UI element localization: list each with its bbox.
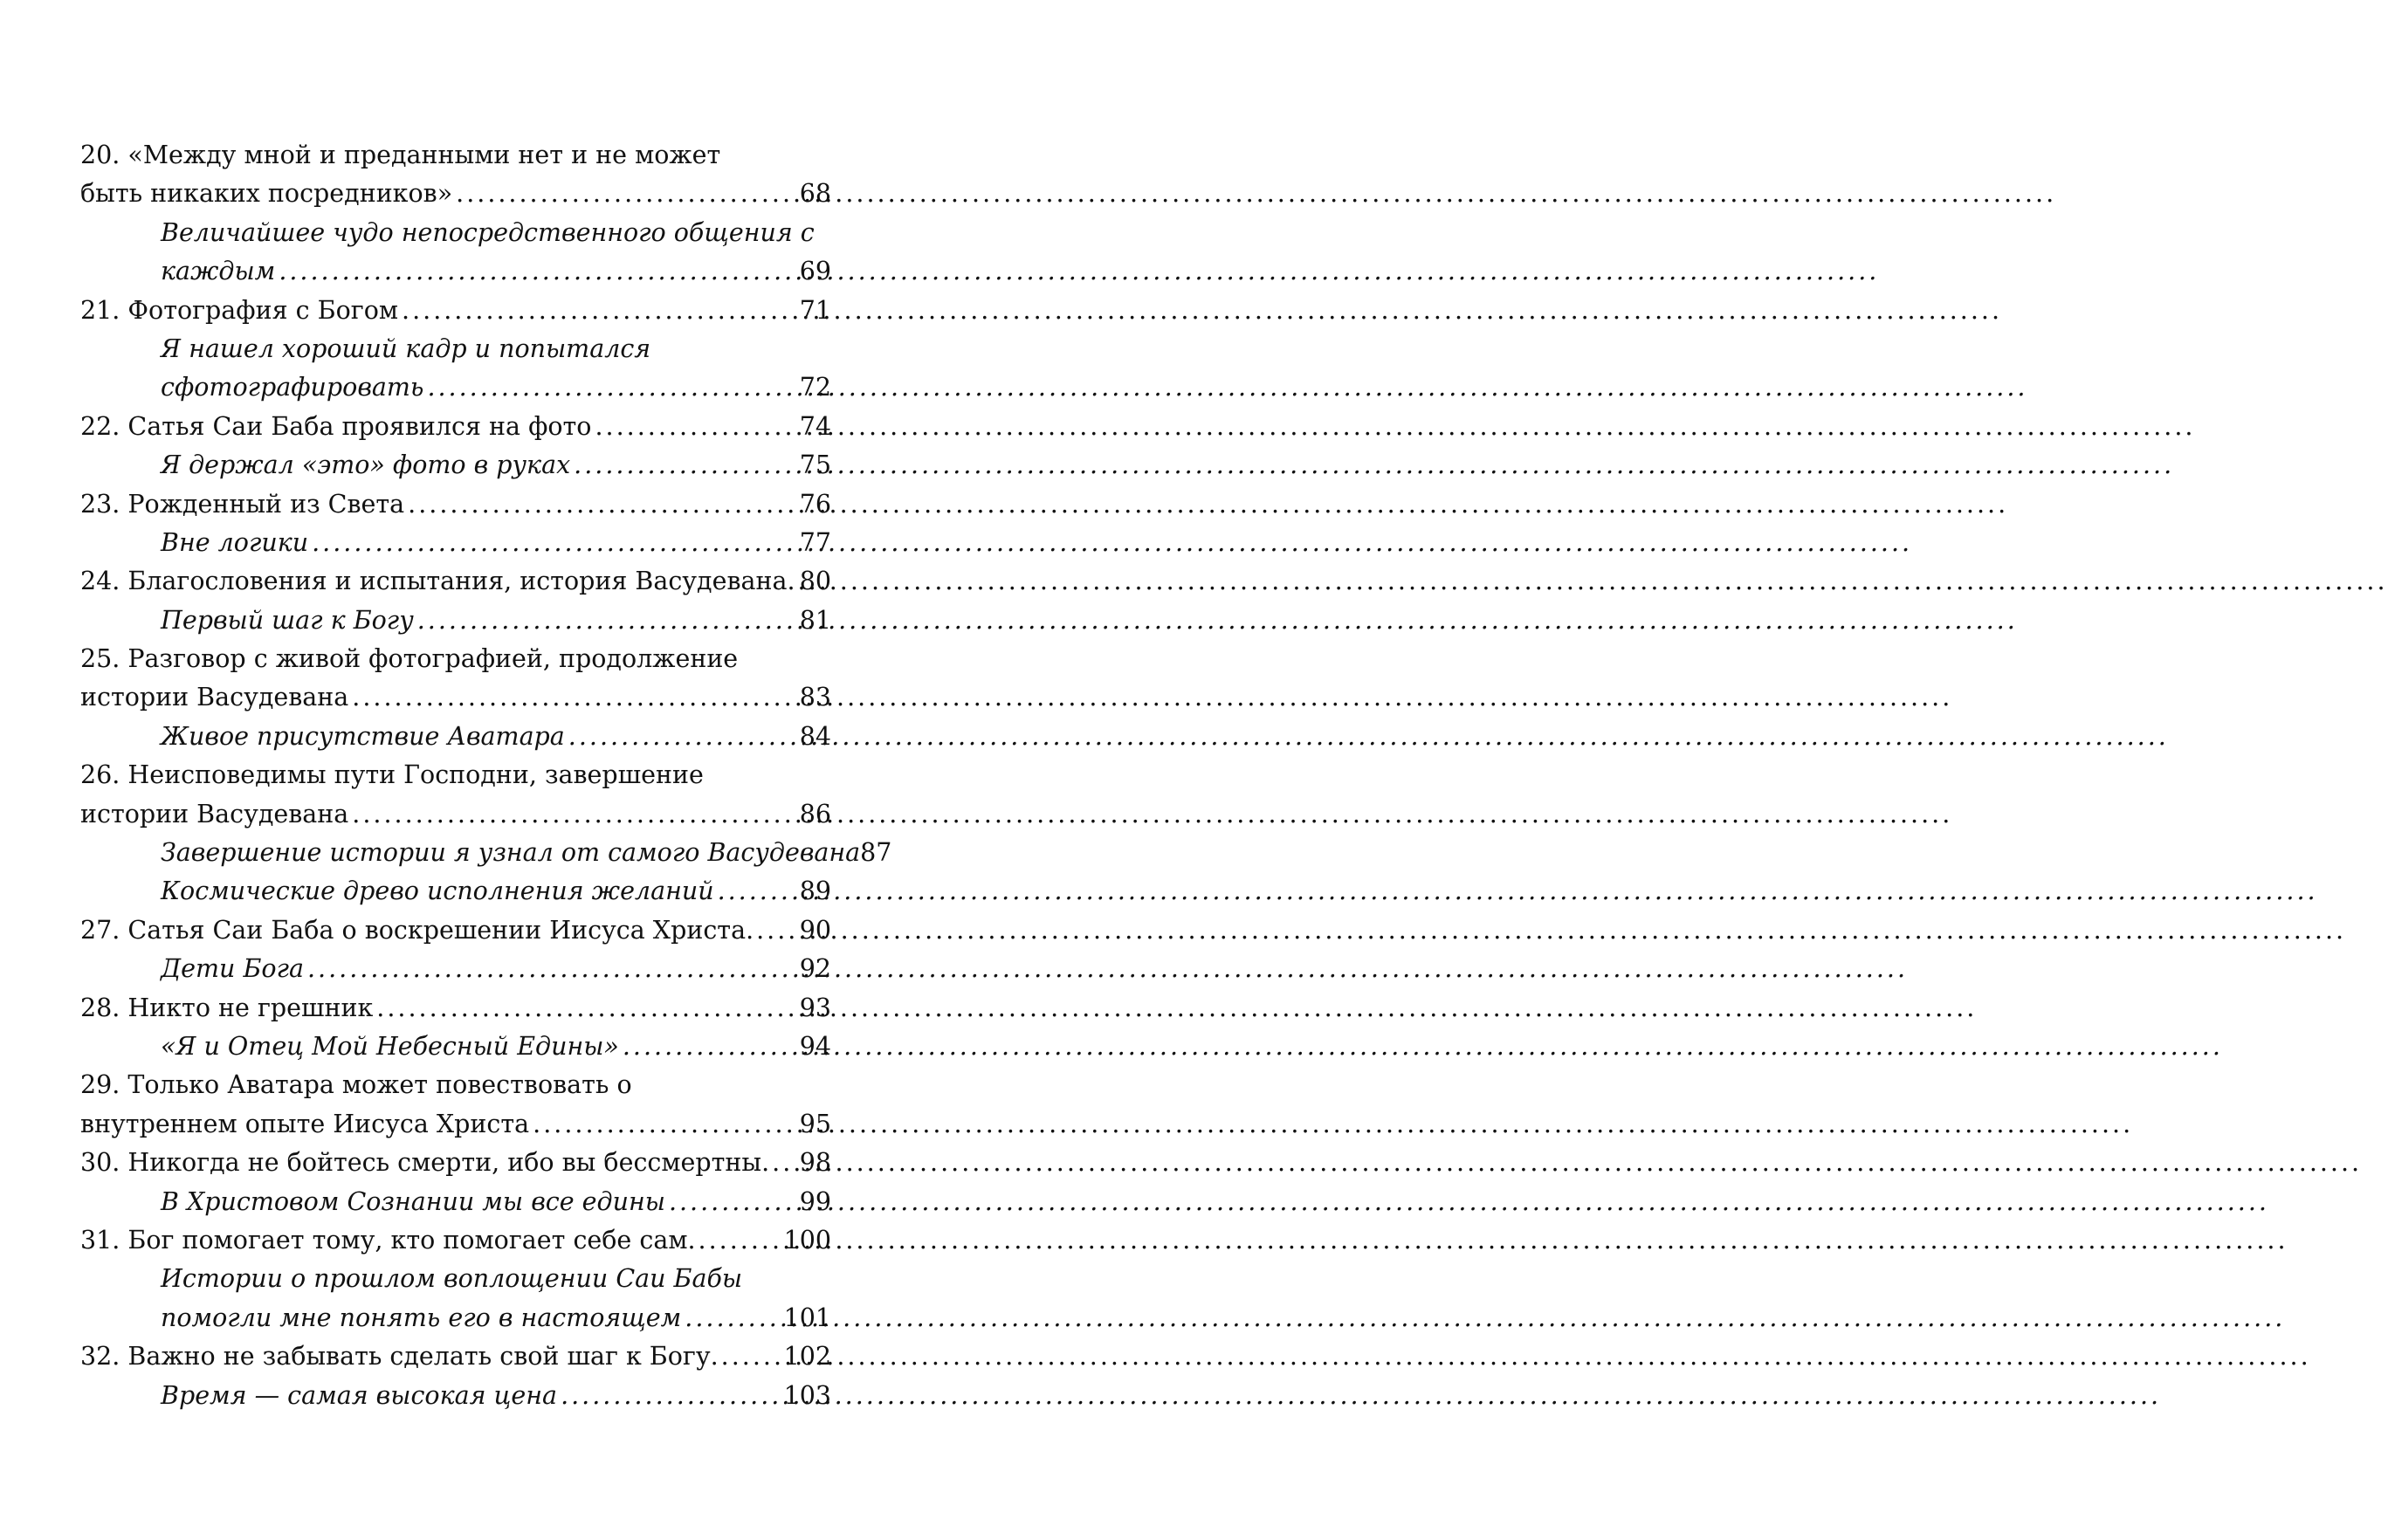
toc-entry-title: 21. Фотография с Богом [80,295,399,325]
toc-subentry-title: Живое присутствие Аватара [161,721,565,751]
toc-subentry-title: В Христовом Сознании мы все едины [161,1186,665,1216]
toc-subentry [80,950,831,988]
dot-leader [746,911,800,950]
dot-leader [711,1337,784,1376]
toc-entry [80,1105,831,1144]
dot-leader [561,1377,781,1415]
toc-entry [80,1337,831,1376]
toc-subentry-title: Я держал «это» фото в руках [161,450,571,480]
toc-entry [80,485,831,524]
toc-subentry-title: Величайшее чудо непосредственного общения с [161,217,815,247]
toc-entry-title: истории Васудевана [80,799,349,828]
toc-subentry [80,1299,831,1337]
toc-entry [80,562,831,601]
dot-leader [352,678,795,717]
toc-entry-page: 68 [799,179,831,209]
toc-subentry-title: Космические древо исполнения желаний [161,877,714,906]
toc-entry [80,136,831,175]
toc-entry-title: 25. Разговор с живой фотографией, продолжение [80,644,739,674]
toc-entry-title: 30. Никогда не бойтесь смерти, ибо вы бессмертны [80,1148,762,1178]
toc-entry [80,795,831,834]
toc-subentry [80,834,892,872]
toc-entry-title: 29. Только Аватара может повествовать о [80,1070,632,1100]
toc-subentry-title: Вне логики [161,527,309,557]
dot-leader [533,1105,796,1144]
toc-entry-page: 90 [799,915,831,945]
toc-subentry-title: «Я и Отец Мой Небесный Едины» [161,1031,619,1061]
toc-subentry [80,872,831,911]
toc-entry-title: 24. Благословения и испытания, история Васудевана [80,567,788,596]
toc-subentry [80,718,831,756]
dot-leader [456,175,796,213]
toc-subentry-page: 101 [783,1303,831,1332]
dot-leader [718,872,796,911]
dot-leader [376,989,795,1028]
toc-entry-page: 102 [783,1342,831,1372]
toc-subentry [80,214,831,252]
dot-leader [408,485,796,524]
toc-subentry-page: 75 [799,450,831,480]
toc-entry [80,756,831,794]
dot-leader [623,1028,796,1066]
toc-subentry-page: 77 [799,527,831,557]
toc-subentry-page: 94 [799,1031,831,1061]
dot-leader [568,718,796,756]
toc-subentry-title: Я нашел хороший кадр и попытался [161,333,651,363]
table-of-contents [80,136,892,1415]
toc-entry [80,1221,831,1260]
toc-subentry-title: Время — самая высокая цена [161,1380,558,1410]
toc-entry-page: 95 [799,1109,831,1138]
dot-leader [669,1183,796,1221]
toc-entry-page: 74 [799,411,831,441]
toc-subentry [80,1183,831,1221]
toc-entry-page: 76 [799,489,831,519]
dot-leader [352,795,795,834]
dot-leader [279,252,795,291]
toc-subentry [80,1028,831,1066]
toc-subentry-page: 87 [860,838,892,868]
toc-entry-title: 20. «Между мной и преданными нет и не может [80,141,721,169]
dot-leader [687,1221,783,1260]
toc-subentry-title: Дети Бога [161,954,304,984]
toc-subentry [80,330,831,368]
toc-entry-title: истории Васудевана [80,683,349,712]
toc-entry [80,678,831,717]
toc-entry [80,911,831,950]
dot-leader [312,524,796,562]
toc-entry-page: 93 [799,993,831,1022]
dot-leader [761,1144,800,1182]
toc-entry-title: 32. Важно не забывать сделать свой шаг к Богу [80,1342,711,1372]
toc-subentry [80,1377,831,1415]
dot-leader [417,602,796,640]
toc-entry-page: 83 [799,683,831,712]
toc-entry [80,989,831,1028]
toc-entry [80,1144,831,1182]
dot-leader [574,446,796,485]
toc-subentry-title: Истории о прошлом воплощении Саи Бабы [161,1264,743,1294]
toc-entry-page: 98 [799,1148,831,1178]
toc-subentry-page: 69 [799,257,831,286]
dot-leader [595,408,795,446]
toc-subentry-title: каждым [161,257,276,286]
toc-entry-title: 28. Никто не грешник [80,993,374,1022]
toc-subentry-page: 103 [783,1380,831,1410]
toc-entry [80,292,831,330]
toc-entry-title: быть никаких посредников» [80,179,453,209]
toc-subentry-title: Первый шаг к Богу [161,605,414,635]
toc-entry-title: 26. Неисповедимы пути Господни, завершение [80,760,704,790]
toc-entry-page: 71 [799,295,831,325]
dot-leader [685,1299,780,1337]
toc-entry [80,175,831,213]
toc-entry-title: 23. Рожденный из Света [80,489,405,519]
toc-subentry-title: сфотографировать [161,373,424,402]
toc-entry-title: 27. Сатья Саи Баба о воскрешении Иисуса Христа [80,915,747,945]
toc-entry [80,640,831,678]
toc-subentry-title: помогли мне понять его в настоящем [161,1303,682,1332]
toc-entry-title: внутреннем опыте Иисуса Христа [80,1109,530,1138]
dot-leader [787,562,799,601]
toc-subentry-page: 92 [799,954,831,984]
toc-subentry-page: 84 [799,721,831,751]
toc-entry-title: 22. Сатья Саи Баба проявился на фото [80,411,592,441]
dot-leader [307,950,796,988]
toc-entry-page: 86 [799,799,831,828]
dot-leader [402,292,796,330]
toc-subentry [80,524,831,562]
toc-entry [80,1066,831,1104]
toc-entry [80,408,831,446]
toc-subentry [80,446,831,485]
toc-subentry-page: 81 [799,605,831,635]
toc-entry-page: 100 [783,1225,831,1255]
toc-subentry-title: Завершение истории я узнал от самого Васудевана [161,838,861,868]
dot-leader [427,368,795,407]
toc-subentry [80,602,831,640]
toc-subentry [80,368,831,407]
toc-subentry [80,252,831,291]
toc-subentry-page: 89 [799,877,831,906]
toc-subentry-page: 99 [799,1186,831,1216]
toc-entry-title: 31. Бог помогает тому, кто помогает себе сам [80,1225,688,1255]
toc-entry-page: 80 [799,567,831,596]
toc-subentry [80,1260,831,1298]
toc-subentry-page: 72 [799,373,831,402]
